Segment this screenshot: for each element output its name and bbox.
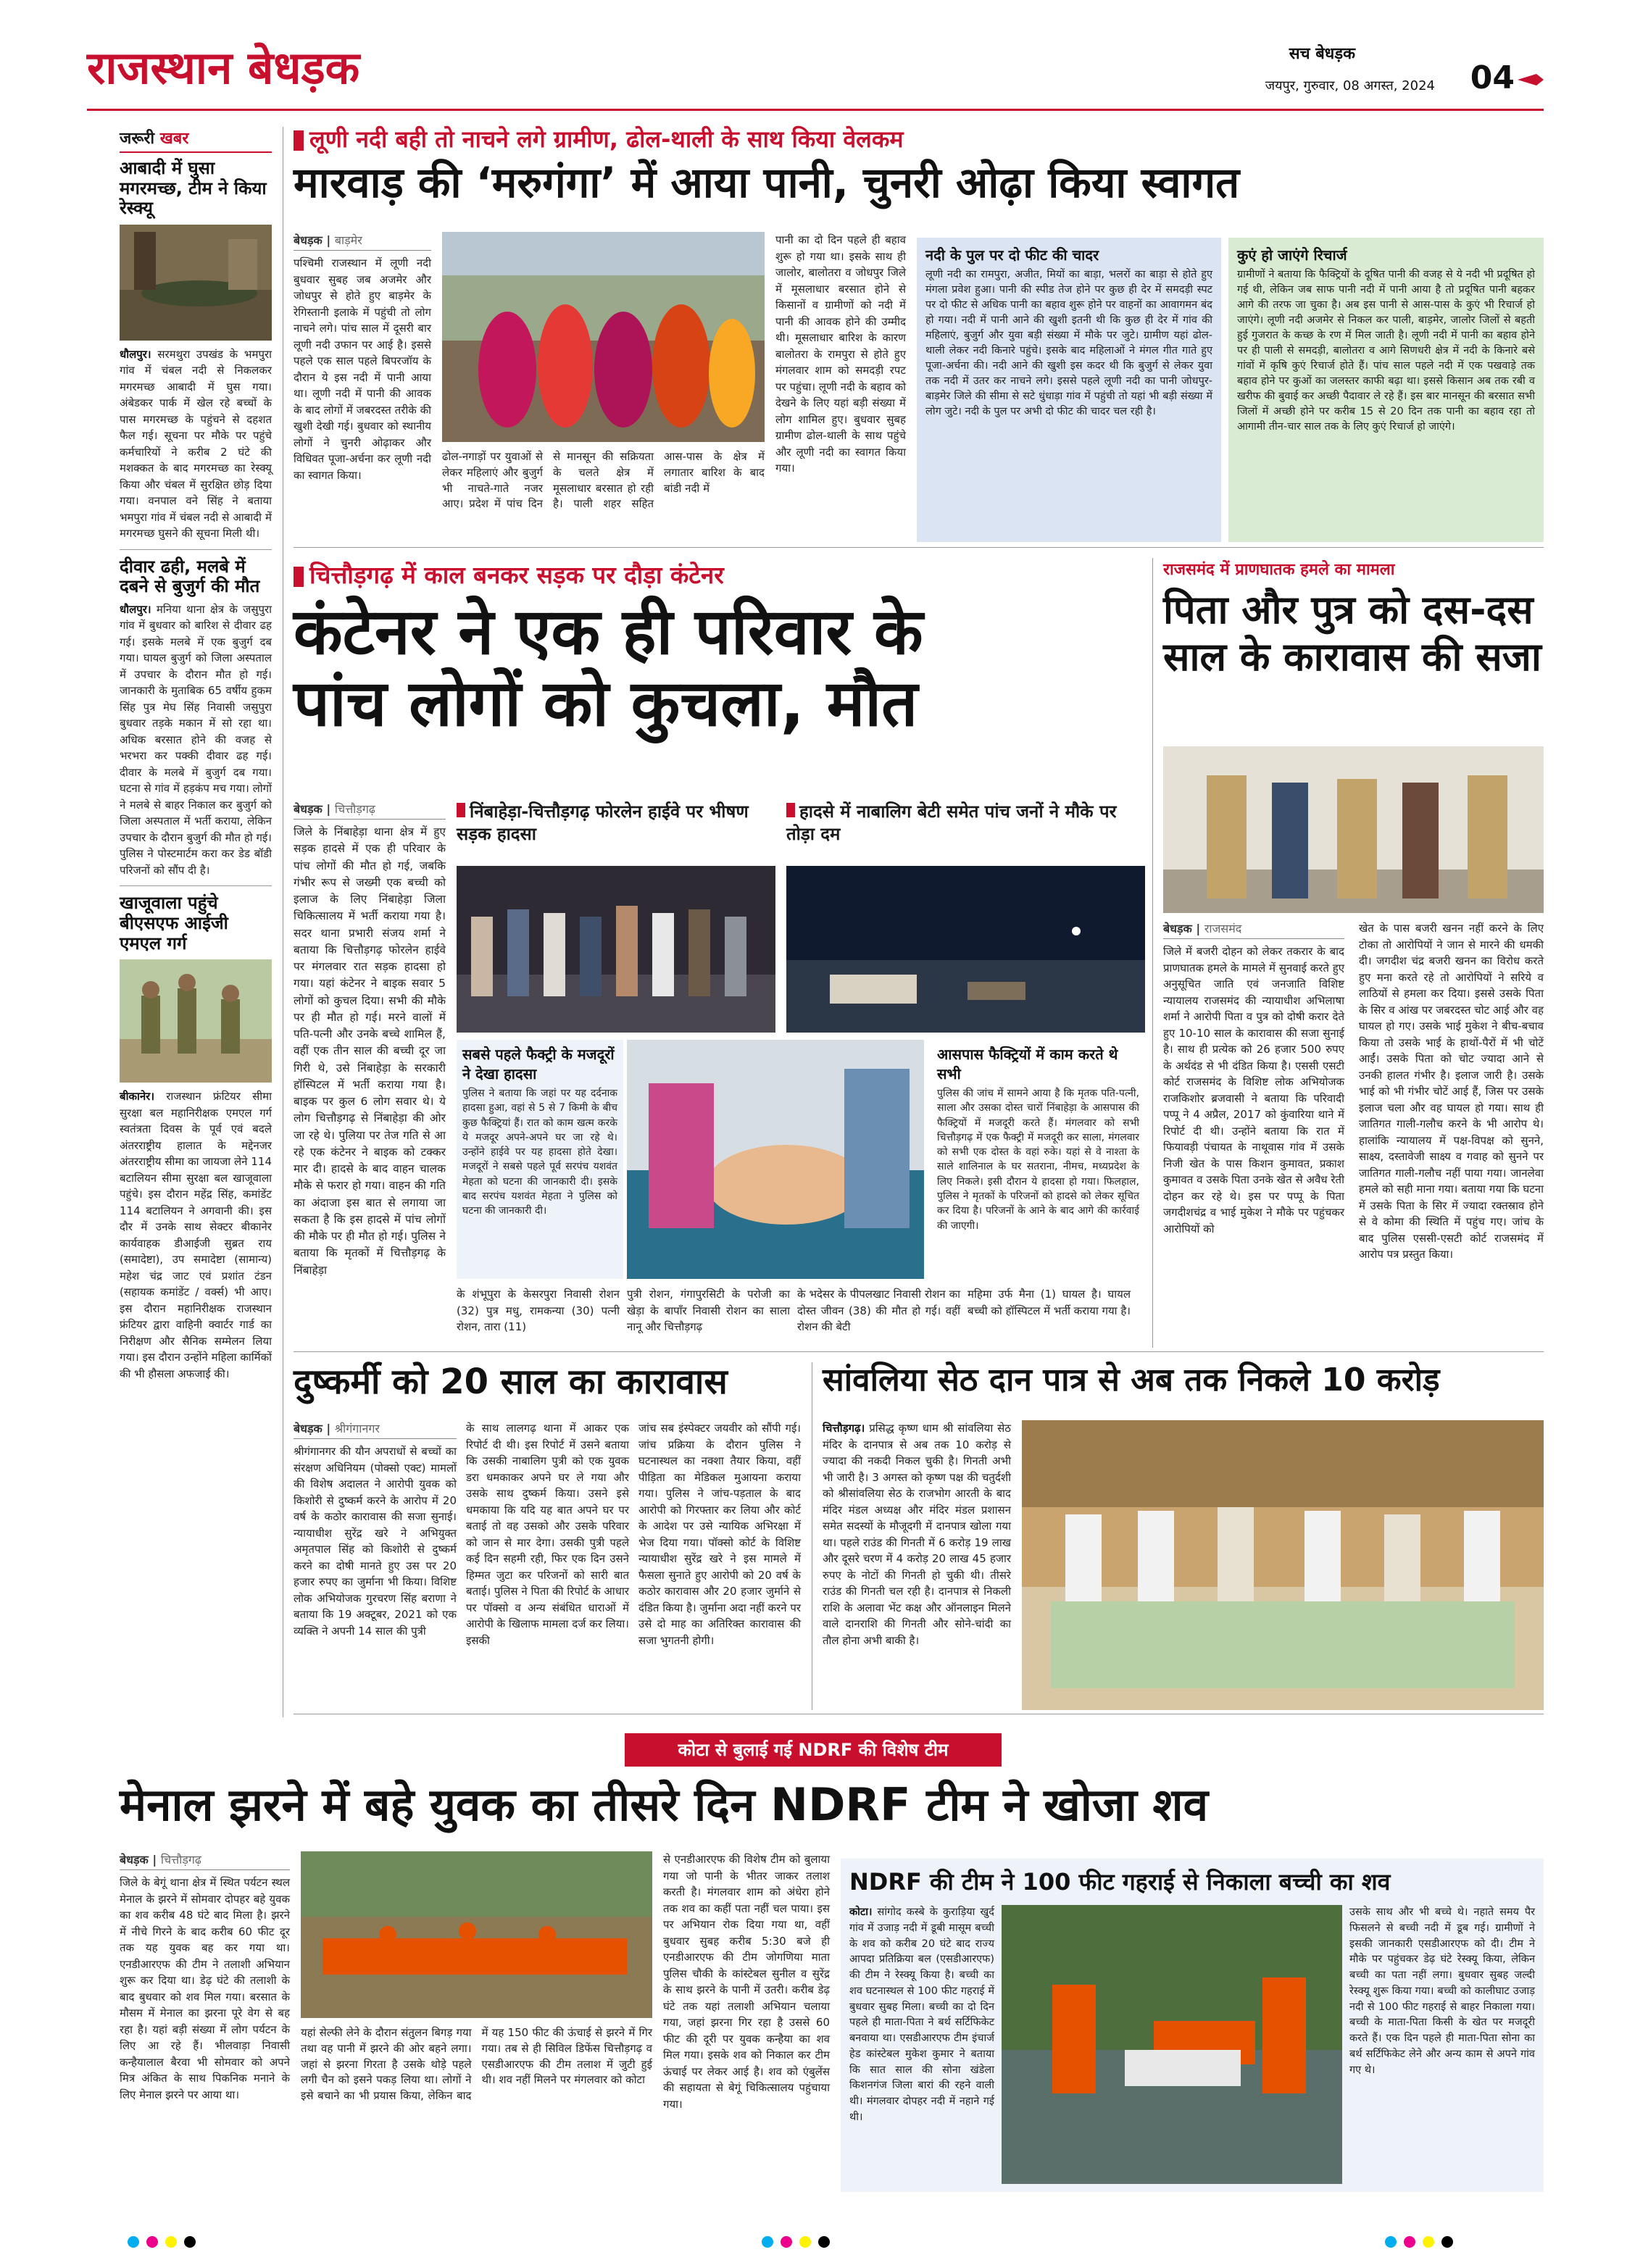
container-col1: बेधड़क | चित्तौड़गढ़ जिले के निंबाहेड़ा थाना क्षेत्र में हुए सड़क हादसे में एक ही परिवार के पांच लोगों की मौत हो गई, जबकि गंभीर रूप से जख्मी एक बच्ची को इलाज के लिए निंबाहेड़ा जिला चिकित्सालय में भर्ती कराया गया है। सदर थाना प्रभारी संजय शर्मा ने बताया कि चित्तौड़गढ़ फोरलेन हाईवे पर मंगलवार रात सड़क हादसा हो गया। यहां कंटेनर ने बाइक सवार 5 लोगों को कुचल दिया। सभी की मौके पर ही मौत हो गई। मरने वालों में पति-पत्नी और उनके बच्चे शामिल हैं, वहीं एक तीन साल की बच्ची दूर जा गिरी थे, उसे निंबाहेड़ा के सरकारी हॉस्पिटल में भर्ती कराया गया है। बाइक पर कुल 6 लोग सवार थे। ये लोग चित्तौड़गढ़ से निंबाहेड़ा की ओर जा रहे थे। पुलिया पर तेज गति से आ रहे एक कंटेनर ने बाइक को टक्कर मार दी। हादसे के बाद वाहन चालक मौके से फरार हो गया। वाहन की गति का अंदाजा इस बात से लगाया जा सकता है कि इस हादसे में पांच लोगों की मौके पर ही मौत हो गई। पुलिस ने बताया कि मृतकों में चित्तौड़गढ़ के निंबाहेड़ा xyxy=(294,802,446,1277)
lead-box-bridge-title: नदी के पुल पर दो फीट की चादर xyxy=(925,246,1099,264)
rajsamand-rule xyxy=(1152,558,1153,1348)
container-tail2: पुत्री रोशन, गंगापुरसिटी के परोजी का खेड़ा के बापाँर निवासी रोशन का साला नानू और चित्तौड़गढ़ xyxy=(627,1288,790,1333)
pocso-byline: बेधड़क | श्रीगंगानगर xyxy=(294,1420,457,1439)
menal-box-col2: उसके साथ और भी बच्चे थे। नहाते समय पैर फिसलने से बच्ची नदी में डूब गई। ग्रामीणों ने इसकी जानकारी एसडीआरएफ को दी। टीम ने मौके पर पहुंचकर डेढ़ घंटे रेस्क्यू किया, लेकिन बच्ची का पता नहीं लगा। बुधवार सुबह जल्दी रेस्क्यू शुरू किया गया। बच्ची को कालीघाट उजाड़ नदी से 100 फीट गहराई से बाहर निकाला गया। बच्ची के माता-पिता किसी के खेत पर मजदूरी करते हैं। एक दिन पहले ही माता-पिता सोना का बर्थ सर्टिफिकेट लेने और अन्य काम से अपने गांव गए थे। xyxy=(1349,1906,1535,2076)
sidebar-header: जरूरी खबर xyxy=(120,127,272,153)
masthead xyxy=(87,29,1544,116)
container-tail1: के शंभूपुरा के केसरपुरा निवासी रोशन (32) पुत्र मधु, रामकन्या (30) पत्नी रोशन, तारा (11) xyxy=(457,1288,620,1333)
lead-box-wells-title: कुएं हो जाएंगे रिचार्ज xyxy=(1237,246,1347,264)
sanwaliya-body: चित्तौड़गढ़। प्रसिद्ध कृष्ण धाम श्री सांवलिया सेठ मंदिर के दानपात्र से अब तक 10 करोड़ से ज्यादा की नकदी निकल चुकी है। गिनती अभी भी जारी है। 3 अगस्त को कृष्ण पक्ष की चतुर्दशी को श्रीसांवलिया सेठ के राजभोग आरती के बाद मंदिर मंडल अध्यक्ष और मंदिर मंडल प्रशासन समेत सदस्यों के मौजूदगी में दानपात्र खोला गया था। पहले राउंड की गिनती में 6 करोड़ 19 लाख और दूसरे चरण में 4 करोड़ 20 लाख 45 हजार रुपए के नोटों की गिनती हो चुकी थी। तीसरे राउंड की गिनती चल रही है। दानपात्र से निकली राशि के अलावा भेंट कक्ष और ऑनलाइन मिलने वाले दानराशि की गिनती और सोने-चांदी का तौल होना अभी बाकी है। xyxy=(823,1422,1011,1647)
container-sub1: निंबाहेड़ा-चित्तौड़गढ़ फोरलेन हाईवे पर भीषण सड़क हादसा xyxy=(457,801,749,845)
bsf-photo xyxy=(120,959,272,1083)
container-story xyxy=(294,558,1145,1391)
menal-headline: मेनाल झरने में बहे युवक का तीसरे दिन NDRF टीम ने खोजा शव xyxy=(120,1778,1209,1831)
sanwaliya-headline: सांवलिया सेठ दान पात्र से अब तक निकले 10 करोड़ xyxy=(823,1362,1440,1398)
lead-byline: बेधड़क | बाड़मेर xyxy=(294,232,431,251)
menal-byline: बेधड़क | चित्तौड़गढ़ xyxy=(120,1851,290,1870)
container-box-a xyxy=(457,1040,623,1279)
lead-box-wells-body: ग्रामीणों ने बताया कि फैक्ट्रियों के दूषित पानी की वजह से ये नदी भी प्रदूषित हो गई थी, लेकिन जब साफ पानी नदी में पानी आया है तो प्रदूषित पानी बहकर आगे की तरफ जा चुका है। अब इस पानी से आस-पास के कुएं भी रिचार्ज हो जाएंगे। लूणी नदी अजमेर से निकल कर पाली, बाड़मेर, जालोर जिलों से बहती हुई गुजरात के कच्छ के रण में मिल जाती है। लूणी नदी में पानी का बहाव होने पर ही पाली से समदड़ी, बालोतरा व आगे सिणधरी क्षेत्र में नदी के किनारे बसे गांवों में कृषि कुएं रिचार्ज होते हैं। पांच साल पहले नदी में एक पखवाड़े तक बहाव होने पर कुओं का जलस्तर काफी बढ़ा था। इससे किसान अब तक रबी व खरीफ की बुवाई कर अच्छी पैदावार ले रहे हैं। इस बार मानसून की बरसात सभी जिलों में अच्छी होने पर करीब 15 से 20 दिन तक पानी का बहाव रहा तो आगामी तीन-चार साल तक के लिए कुएं रिचार्ज हो जाएंगे। xyxy=(1237,269,1535,433)
sidebar-story2-title: दीवार ढही, मलबे में दबने से बुजुर्ग की मौत xyxy=(120,556,260,597)
sdrf-rescue-photo xyxy=(1002,1905,1342,2184)
menal-box-col1: कोटा। सांगोद कस्बे के कुराड़िया खुर्द गांव में उजाड़ नदी में डूबी मासूम बच्ची के शव को करीब 20 घंटे बाद राज्य आपदा प्रतिक्रिया बल (एसडीआरएफ) की टीम ने रेस्क्यू किया है। बच्ची का शव घटनास्थल से 100 फीट गहराई में बुधवार सुबह मिला। बच्ची का दो दिन पहले ही माता-पिता ने बर्थ सर्टिफिकेट बनवाया था। एसडीआरएफ टीम इंचार्ज हेड कांस्टेबल मुकेश कुमार ने बताया कि सात साल की सोना खंडेला किशनगंज जिला बारां की रहने वाली थी। मंगलवार दोपहर नदी में नहाने गई थी। xyxy=(849,1906,994,2123)
menal-box-title: NDRF की टीम ने 100 फीट गहराई से निकाला बच्ची का शव xyxy=(849,1868,1391,1896)
container-sub2: हादसे में नाबालिग बेटी समेत पांच जनों ने मौके पर तोड़ा दम xyxy=(786,801,1117,845)
sidebar-story3-title: खाजूवाला पहुंचे बीएसएफ आईजी एमएल गर्ग xyxy=(120,893,228,954)
mid-rule xyxy=(294,1351,1544,1352)
sidebar-story1-body: धौलपुर। सरमथुरा उपखंड के भमपुरा गांव में चंबल नदी से निकलकर मगरमच्छ आबादी में घुस गया। अंबेडकर पार्क में खेल रहे बच्चों के पास मगरमच्छ के पहुंचने से दहशत फैल गई। सूचना पर मौके पर पहुंचे कर्मचारियों ने करीब 2 घंटे की मशक्कत के बाद मगरमच्छ का रेस्क्यू किया और चंबल में सुरक्षित छोड़ दिया गया। वनपाल वने सिंह ने बताया भमपुरा गांव में चंबल नदी से आबादी में मगरमच्छ घुसने की सूचना मिली थी। xyxy=(120,347,272,541)
container-byline: बेधड़क | चित्तौड़गढ़ xyxy=(294,801,446,820)
lead-box-bridge-body: लूणी नदी का रामपुरा, अजीत, मियों का बाड़ा, भलरों का बाड़ा से होते हुए मंगला प्रवेश हुआ। पानी की स्पीड तेज होने पर कुछ ही देर में समदड़ी स्पट पर दो फीट से अधिक पानी का बहाव शुरू होने पर वाहनों का आवागमन बंद हो गया। नदी में पानी आने की खुशी इतनी थी कि कुछ ही देर में गांव की महिलाएं, बुजुर्ग और युवा बड़ी संख्या में मौके पर जुटे। ग्रामीण यहां ढोल-थाली लेकर नदी किनारे पहुंचे। इसके बाद महिलाओं ने मंगल गीत गाते हुए पूजा-अर्चना की। नदी आने की खुशी इस कदर थी कि बुजुर्ग से लेकर युवा तक नदी में उतर कर नाचने लगे। इससे पहले लूणी नदी का पानी जोधपुर-बाड़मेर जिले की सीमा से सटे धुंधाड़ा गांव में पहुंची तो यहां भी बड़ी संख्या में लोग जुटे। नदी के पुल पर अभी दो फीट की चादर चल रही है। xyxy=(925,269,1212,418)
sidebar xyxy=(120,127,272,1717)
pocso-col1: बेधड़क | श्रीगंगानगर श्रीगंगानगर की यौन अपराधों से बच्चों का संरक्षण अधिनियम (पोक्सो एक्ट) मामलों की विशेष अदालत ने आरोपी युवक को किशोरी से दुष्कर्म करने के आरोप में 20 वर्ष के कठोर कारावास की सजा सुनाई। न्यायाधीश सुरेंद्र खरे ने अभियुक्त अमृतपाल सिंह को किशोरी से दुष्कर्म करने का दोषी मानते हुए उस पर 20 हजार रुपए का जुर्माना भी किया। विशिष्ट लोक अभियोजक गुरचरण सिंह बराणा ने बताया कि 19 अक्टूबर, 2021 को एक व्यक्ति ने अपनी 14 साल की पुत्री xyxy=(294,1422,457,1638)
cash-counting-photo xyxy=(1022,1420,1544,1710)
container-headline: कंटेनर ने एक ही परिवार के पांच लोगों को कुचला, मौत xyxy=(294,594,923,741)
hospital-child-photo xyxy=(627,1040,924,1279)
rajsamand-story xyxy=(1163,558,1544,1355)
ndrf-boat-photo xyxy=(301,1851,652,2018)
luni-river-photo xyxy=(442,232,765,442)
container-box-a-title: सबसे पहले फैक्ट्री के मजदूरों ने देखा हादसा xyxy=(462,1046,615,1083)
lead-box-bridge xyxy=(917,238,1221,542)
sidebar-story1-title: आबादी में घुसा मगरमच्छ, टीम ने किया रेस्क्यू xyxy=(120,158,267,219)
accident-crowd-photo xyxy=(457,866,775,1033)
lead-story xyxy=(294,123,1544,572)
menal-story xyxy=(120,1779,1544,2196)
pocso-col3: जांच सब इंस्पेक्टर जयवीर को सौंपी गई। जांच प्रक्रिया के दौरान पुलिस ने घटनास्थल का नक्शा तैयार किया, वहीं पीड़िता का मेडिकल मुआयना कराया गया। पुलिस ने जांच-पड़ताल के बाद आरोपी को गिरफ्तार कर लिया और कोर्ट के आदेश पर उसे न्यायिक अभिरक्षा में भेज दिया गया। पॉक्सो कोर्ट के विशिष्ट न्यायाधीश सुरेंद्र खरे ने इस मामले में फैसला सुनाते हुए आरोपी को 20 वर्ष के कठोर कारावास और 20 हजार जुर्माने से दंडित किया है। जुर्माना अदा नहीं करने पर उसे दो माह का अतिरिक्त कारावास की सजा भुगतनी होगी। xyxy=(638,1422,801,1647)
lead-col1: बेधड़क | बाड़मेर पश्चिमी राजस्थान में लूणी नदी बुधवार सुबह जब अजमेर और जोधपुर से होते हुए बाड़मेर के रेगिस्तानी इलाके में पहुंची तो लोग नाचने लगे। पांच साल में दूसरी बार लूणी नदी उफान पर आई है। इससे पहले एक साल पहले बिपरजॉय के दौरान ये इस नदी में पानी आया था। लूणी नदी में पानी की आवक के बाद लोगों में जबरदस्त तरीके की खुशी देखी गई। बुधवार को स्थानीय लोगों ने चुनरी ओढ़ाकर और विधिवत पूजा-अर्चना कर लूणी नदी का स्वागत किया। xyxy=(294,233,431,482)
register-dots-left xyxy=(127,2235,214,2248)
menal-box xyxy=(841,1859,1544,2192)
lead-kicker: लूणी नदी बही तो नाचने लगे ग्रामीण, ढोल-थाली के साथ किया वेलकम xyxy=(294,123,1544,154)
container-box-b xyxy=(931,1040,1145,1279)
police-accused-photo xyxy=(1163,746,1544,913)
crocodile-photo xyxy=(120,225,272,341)
sidebar-story2-body: धौलपुर। मनिया थाना क्षेत्र के जसुपुरा गांव में बुधवार को बारिश से दीवार ढह गई। इसके मलबे में एक बुजुर्ग दब गया। घायल बुजुर्ग को जिला अस्पताल में उपचार के दौरान मौत हो गई। जानकारी के मुताबिक 65 वर्षीय हुकम सिंह पुत्र मेघ सिंह निवासी जसुपुरा बुधवार तड़के मकान में सो रहा था। अधिक बरसात होने की वजह से भरभरा कर पक्की दीवार ढह गई। दीवार के मलबे में बुजुर्ग दब गया। घटना से गांव में हड़कंप मच गया। लोगों ने मलबे से बाहर निकाल कर बुजुर्ग को जिला अस्पताल में भर्ती कराया, लेकिन उपचार के दौरान बुजुर्ग की मौत हो गई। पुलिस ने पोस्टमार्टम करा कर डेड बॉडी परिजनों को सौंप दी है। xyxy=(120,602,272,877)
page-number: 04 xyxy=(1470,59,1515,96)
rajsamand-kicker: राजसमंद में प्राणघातक हमले का मामला xyxy=(1163,561,1395,579)
rajsamand-headline: पिता और पुत्र को दस-दस साल के कारावास की सजा xyxy=(1163,587,1541,680)
masthead-name: राजस्थान बेधड़क xyxy=(87,41,360,94)
sanwaliya-story xyxy=(823,1362,1544,1710)
container-kicker: चित्तौड़गढ़ में काल बनकर सड़क पर दौड़ा कंटेनर xyxy=(294,558,1145,591)
menal-photo-caption: यहां सेल्फी लेने के दौरान संतुलन बिगड़ गया तथा वह पानी में झरने की ओर बहने लगा। जहां से झरना गिरता है उसके थोड़े पहले लगी चैन को इसने पकड़ लिया था। लोगों ने इसे बचाने का भी प्रयास किया, लेकिन बाद में यह 150 फीट की ऊंचाई से झरने में गिर गया। तब से ही सिविल डिफेंस चित्तौड़गढ़ व एसडीआरएफ की टीम तलाश में जुटी हुई थी। शव नहीं मिलने पर मंगलवार को कोटा xyxy=(301,2026,652,2102)
luni-photo-caption: ढोल-नगाड़ों पर युवाओं से लेकर महिलाएं और बुजुर्ग भी नाचते-गाते नजर आए। प्रदेश में पांच दिन से मानसून की सक्रियता के चलते क्षेत्र में मूसलाधार बरसात हो रही है। पाली शहर सहित आस-पास के क्षेत्र में लगातार बारिश के बाद बांडी नदी में xyxy=(442,450,765,511)
container-box-b-title: आसपास फैक्ट्रियों में काम करते थे सभी xyxy=(937,1046,1118,1083)
menal-col3: से एनडीआरएफ की विशेष टीम को बुलाया गया जो पानी के भीतर जाकर तलाश करती है। मंगलवार शाम को अंधेरा होने तक शव का कहीं पता नहीं चल पाया। इस पर अभियान रोक दिया गया था, वहीं बुधवार सुबह करीब 5:30 बजे ही एनडीआरएफ की टीम जोगणिया माता पुलिस चौकी के कांस्टेबल सुनील व सुरेंद्र के साथ झरने के पानी में उतरी। करीब डेढ़ घंटे तक यहां तलाशी अभियान चलाया गया, जहां झरना गिर रहा है उससे 60 फीट की दूरी पर युवक कन्हैया का शव मिल गया। इसके शव को निकाल कर टीम ऊंचाई पर लेकर आई है। शव को एंबुलेंस की सहायता से बेगूं चिकित्सालय पहुंचाया गया। xyxy=(663,1853,830,2111)
pocso-col2: के साथ लालगढ़ थाना में आकर एक रिपोर्ट दी थी। इस रिपोर्ट में उसने बताया कि उसकी नाबालिग पुत्री को एक युवक डरा धमकाकर अपने घर ले गया और उसके साथ दुष्कर्म किया। उसने इसे धमकाया कि यदि यह बात अपने घर पर बताई तो वह उसको और उसके परिवार को जान से मार देगा। उसकी पुत्री पहले कई दिन सहमी रही, फिर एक दिन उसने हिम्मत जुटा कर परिजनों को सारी बात बताई। पुलिस ने पिता की रिपोर्ट के आधार पर पॉक्सो व अन्य संबंधित धाराओं में आरोपी के खिलाफ मामला दर्ज कर लिया। इसकी xyxy=(466,1422,629,1647)
menal-tag: कोटा से बुलाई गई NDRF की विशेष टीम xyxy=(625,1733,1002,1767)
lead-headline: मारवाड़ की ‘मरुगंगा’ में आया पानी, चुनरी ओढ़ा किया स्वागत xyxy=(294,158,1240,207)
pocso-headline: दुष्कर्मी को 20 साल का कारावास xyxy=(294,1362,728,1402)
lead-col3: पानी का दो दिन पहले ही बहाव शुरू हो गया था। इसके साथ ही जालोर, बालोतरा व जोधपुर जिले में मूसलाधार बरसात होने से किसानों व ग्रामीणों को नदी में पानी की आवक होने की उम्मीद थी। मूसलाधार बारिश के कारण बालोतरा के रामपुरा से होते हुए मंगलवार शाम को समदड़ी रपट पर पहुंचा। लूणी नदी के बहाव को देखने के लिए यहां बड़ी संख्या में लोग शामिल हुए। बुधवार सुबह ग्रामीण ढोल-थाली के साथ पहुंचे और लूणी नदी का स्वागत किया गया। xyxy=(775,233,906,475)
masthead-tagline: सच बेधड़क xyxy=(1289,45,1355,63)
register-dots-right xyxy=(1384,2235,1471,2248)
rajsamand-col2: खेत के पास बजरी खनन नहीं करने के लिए टोका तो आरोपियों ने जान से मारने की धमकी दी। जगदीश चंद्र बजरी खनन का विरोध करते हुए मना करते रहे तो आरोपियों ने सरिये व लाठियों से हमला कर दिया। इससे उसके पिता के सिर व आंख पर जबरदस्त चोट आई और वह घायल हो गए। उसके भाई मुकेश ने बीच-बचाव किया तो उसके भाई के हाथों-पैरों में भी चोटें आईं। उसके पिता को चोट ज्यादा आने से उनकी हालत गंभीर है। इलाज जारी है। उसके भाई को भी गंभीर चोटें आई हैं, जिस पर उसके इलाज चला और वह घायल हो गया। साथ ही जातिगत गाली-गलौच करने के भी आरोप थे। हालांकि न्यायालय में पक्ष-विपक्ष को सुनने, साक्ष्य, दस्तावेजी साक्ष्य व गवाह को सुनने पर जातिगत गाली-गलौच नहीं पाया गया। जानलेवा हमले को सही माना गया। बताया गया कि घटना में उसके पिता के सिर में ज्यादा रक्तस्राव होने से वे कोमा की स्थिति में पहुंच गए। जांच के बाद पुलिस एससी-एसटी कोर्ट राजसमंद में आरोप पत्र प्रस्तुत किया। xyxy=(1359,922,1544,1261)
lead-bottom-rule xyxy=(294,547,1544,548)
pocso-story xyxy=(294,1362,801,1710)
rajsamand-col1: बेधड़क | राजसमंद जिले में बजरी दोहन को लेकर तकरार के बाद प्राणघातक हमले के मामले में सुनवाई करते हुए अनुसूचित जाति एवं जनजाति विशिष्ट न्यायालय राजसमंद की न्यायाधीश अभिलाषा शर्मा ने आरोपी पिता व पुत्र को दोषी करार देते हुए 10-10 साल के कारावास की सजा सुनाई है। साथ ही प्रत्येक को 26 हजार 500 रुपए के अर्थदंड से भी दंडित किया है। एससी एसटी कोर्ट राजसमंद के विशिष्ट लोक अभियोजक राजकिशोर ब्रजवासी ने बताया कि परिवादी पप्पू ने 4 अप्रैल, 2017 को कुंवारिया थाने में रिपोर्ट दी थी। उन्होंने बताया कि रात में फियावड़ी पंचायत के नाथूवास गांव में उसके निजी खेत के पास किशन कुमावत, प्रकाश कुमावत व उसके पिता उनके खेत से अवैध रेती दोहन कर रहे थे। इस पर पप्पू के पिता जगदीशचंद्र व भाई मुकेश ने मौके पर पहुंचकर आरोपियों को xyxy=(1163,922,1344,1235)
register-dots-center xyxy=(761,2235,848,2248)
container-box-a-body: पुलिस ने बताया कि जहां पर यह दर्दनाक हादसा हुआ, वहां से 5 से 7 किमी के बीच कुछ फैक्ट्रियां हैं। रात को काम खत्म करके ये मजदूर अपने-अपने घर जा रहे थे। उन्होंने हाईवे पर यह हादसा होते देखा। मजदूरों ने सबसे पहले पूर्व सरपंच यशवंत मेहता को घटना की जानकारी दी। इसके बाद सरपंच यशवंत मेहता ने पुलिस को घटना की जानकारी दी। xyxy=(462,1088,617,1217)
container-box-b-body: पुलिस की जांच में सामने आया है कि मृतक पति-पत्नी, साला और उसका दोस्त चारों निंबाहेड़ा के आसपास की फैक्ट्रियों में मजदूरी करते हैं। मंगलवार को सभी चित्तौड़गढ़ में एक फैक्ट्री में मजदूरी कर साला, मंगलवार को सभी एक दोस्त के वहां रुके। यहां से वे नाश्ता के साले शालिनाल के घर सतराना, नीमच, मध्यप्रदेश के लिए निकले। इसी दौरान ये हादसा हो गया। फिलहाल, पुलिस ने मृतकों के परिजनों को हादसे को लेकर सूचित कर दिया है। परिजनों के आने के बाद आगे की कार्रवाई की जाएगी। xyxy=(937,1088,1139,1232)
sidebar-story3-body: बीकानेर। राजस्थान फ्रंटियर सीमा सुरक्षा बल महानिरीक्षक एमएल गर्ग स्वतंत्रता दिवस के पूर्व एवं बदले अंतरराष्ट्रीय हालात के मद्देनजर अंतरराष्ट्रीय सीमा का जायजा लेने 114 बटालियन सीमा सुरक्षा बल खाजूवाला पहुंचे। इस दौरान महेंद्र सिंह, कमांडेंट 114 बटालियन ने अगवानी की। इस दौर में उनके साथ सेक्टर बीकानेर कार्यवाहक डीआईजी सुब्रत राय (समादेष्टा), उप समादेष्टा (सामान्य) महेश चंद्र जाट एवं प्रशांत टंडन (सहायक कमांडेंट / वर्क्स) भी आए। इस दौरान महानिरीक्षक राजस्थान फ्रंटियर द्वारा वाहिनी क्वार्टर गार्ड का निरीक्षण और सैनिक सम्मेलन लिया गया। इस दौरान उन्होंने महिला कार्मिकों की भी हौसला अफजाई की। xyxy=(120,1090,272,1380)
rajsamand-byline: बेधड़क | राजसमंद xyxy=(1163,920,1344,939)
masthead-rule xyxy=(87,109,1544,111)
masthead-dateline: जयपुर, गुरुवार, 08 अगस्त, 2024 xyxy=(1265,78,1435,93)
container-tail3: के भदेसर के पीपलखाट निवासी रोशन का दोस्त जीवन (38) की मौत हो गई। वहीं रोशन की बेटी xyxy=(797,1288,960,1333)
accident-night-photo xyxy=(786,866,1145,1033)
lead-box-wells xyxy=(1228,238,1544,542)
container-tail4: महिमा उर्फ मैना (1) घायल है। घायल बच्ची को हॉस्पिटल में भर्ती कराया गया है। xyxy=(968,1288,1131,1317)
menal-col1: बेधड़क | चित्तौड़गढ़ जिले के बेगूं थाना क्षेत्र में स्थित पर्यटन स्थल मेनाल के झरने में सोमवार दोपहर बहे युवक का शव करीब 48 घंटे बाद मिला है। झरने में नीचे गिरने के बाद करीब 60 फीट दूर तक यह युवक बह कर गया था। एनडीआरएफ की टीम ने तलाशी अभियान शुरू कर दिया था। डेढ़ घंटे की तलाशी के बाद बुधवार को शव मिल गया। बरसात के मौसम में मेनाल का झरना पूरे वेग से बह रहा है। यहां बड़ी संख्या में लोग पर्यटन के लिए आ रहे हैं। भीलवाड़ा निवासी कन्हैयालाल बैरवा भी सोमवार को अपने मित्र अंकित के साथ पिकनिक मनाने के लिए मेनाल झरने पर आया था। xyxy=(120,1853,290,2101)
pen-nib-icon xyxy=(1518,72,1544,87)
